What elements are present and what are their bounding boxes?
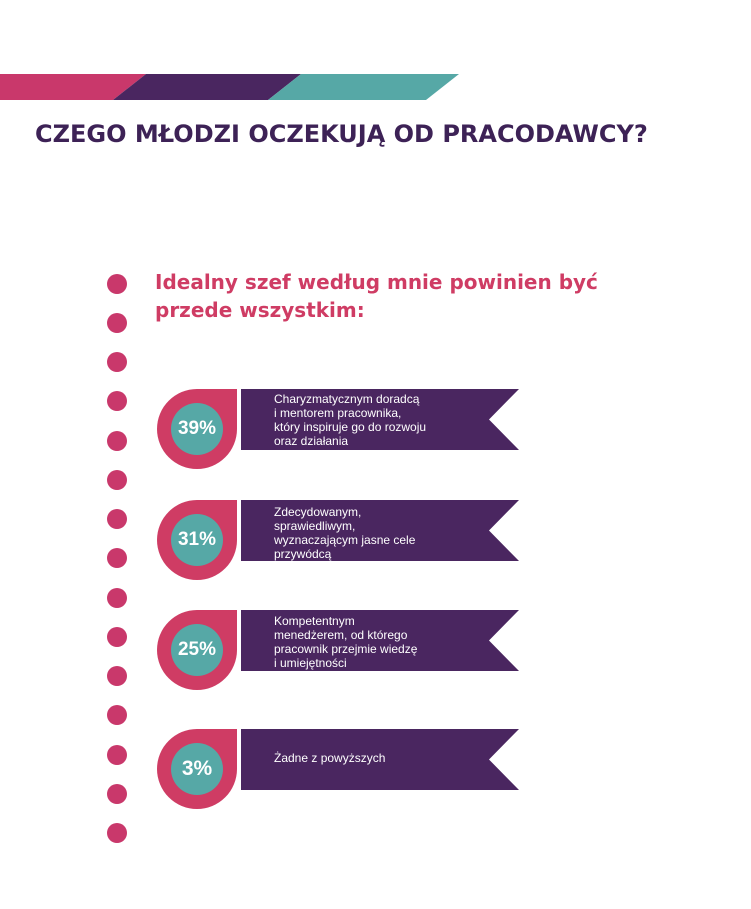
stripe-teal [268, 74, 459, 100]
answer-line: Żadne z powyższych [274, 751, 386, 765]
answer-line: przywódcą [274, 547, 332, 561]
answer-line: wyznaczającym jasne cele [274, 533, 416, 547]
answer-line: który inspiruje go do rozwoju [274, 420, 427, 434]
answer-item [157, 610, 527, 692]
bullet-dot [107, 391, 127, 411]
answer-line: Kompetentnym [274, 614, 355, 628]
answer-line: oraz działania [274, 434, 349, 448]
bullet-dot [107, 548, 127, 568]
answer-line: menedżerem, od którego [274, 628, 408, 642]
answer-item [157, 389, 527, 471]
bullet-dot [107, 313, 127, 333]
percent-badge [157, 500, 237, 580]
bullet-dot [107, 470, 127, 490]
answer-line: pracownik przejmie wiedzę [274, 642, 418, 656]
header-stripes [0, 74, 751, 100]
percent-value: 31% [171, 514, 223, 566]
answer-ribbon [241, 389, 519, 450]
bullet-dot [107, 784, 127, 804]
bullet-dot [107, 588, 127, 608]
percent-badge [157, 729, 237, 809]
bullet-dot [107, 509, 127, 529]
percent-value: 3% [171, 743, 223, 795]
answer-text [274, 392, 474, 448]
answer-line: Charyzmatycznym doradcą [274, 392, 420, 406]
answer-text [274, 614, 474, 670]
answer-line: Zdecydowanym, [274, 505, 362, 519]
percent-badge [157, 610, 237, 690]
answer-ribbon [241, 500, 519, 561]
answer-item [157, 729, 527, 811]
bullet-dot [107, 274, 127, 294]
bullet-dot [107, 627, 127, 647]
percent-value: 25% [171, 624, 223, 676]
answer-ribbon [241, 729, 519, 790]
bullet-dot [107, 745, 127, 765]
answer-text [274, 505, 474, 561]
answer-item [157, 500, 527, 582]
percent-value: 39% [171, 403, 223, 455]
percent-badge [157, 389, 237, 469]
answer-ribbon [241, 610, 519, 671]
stripe-purple [113, 74, 301, 100]
bullet-dot [107, 352, 127, 372]
answer-line: sprawiedliwym, [274, 519, 356, 533]
bullet-dot [107, 705, 127, 725]
bullet-dot [107, 666, 127, 686]
answer-line: i mentorem pracownika, [274, 406, 402, 420]
answer-line: i umiejętności [274, 656, 347, 670]
bullet-dot [107, 823, 127, 843]
bullet-dot [107, 431, 127, 451]
page-title: CZEGO MŁODZI OCZEKUJĄ OD PRACODAWCY? [35, 120, 648, 148]
survey-question: Idealny szef według mnie powinien być przede wszystkim: [155, 270, 598, 322]
bullet-dots [107, 274, 127, 848]
answer-text [274, 751, 474, 765]
